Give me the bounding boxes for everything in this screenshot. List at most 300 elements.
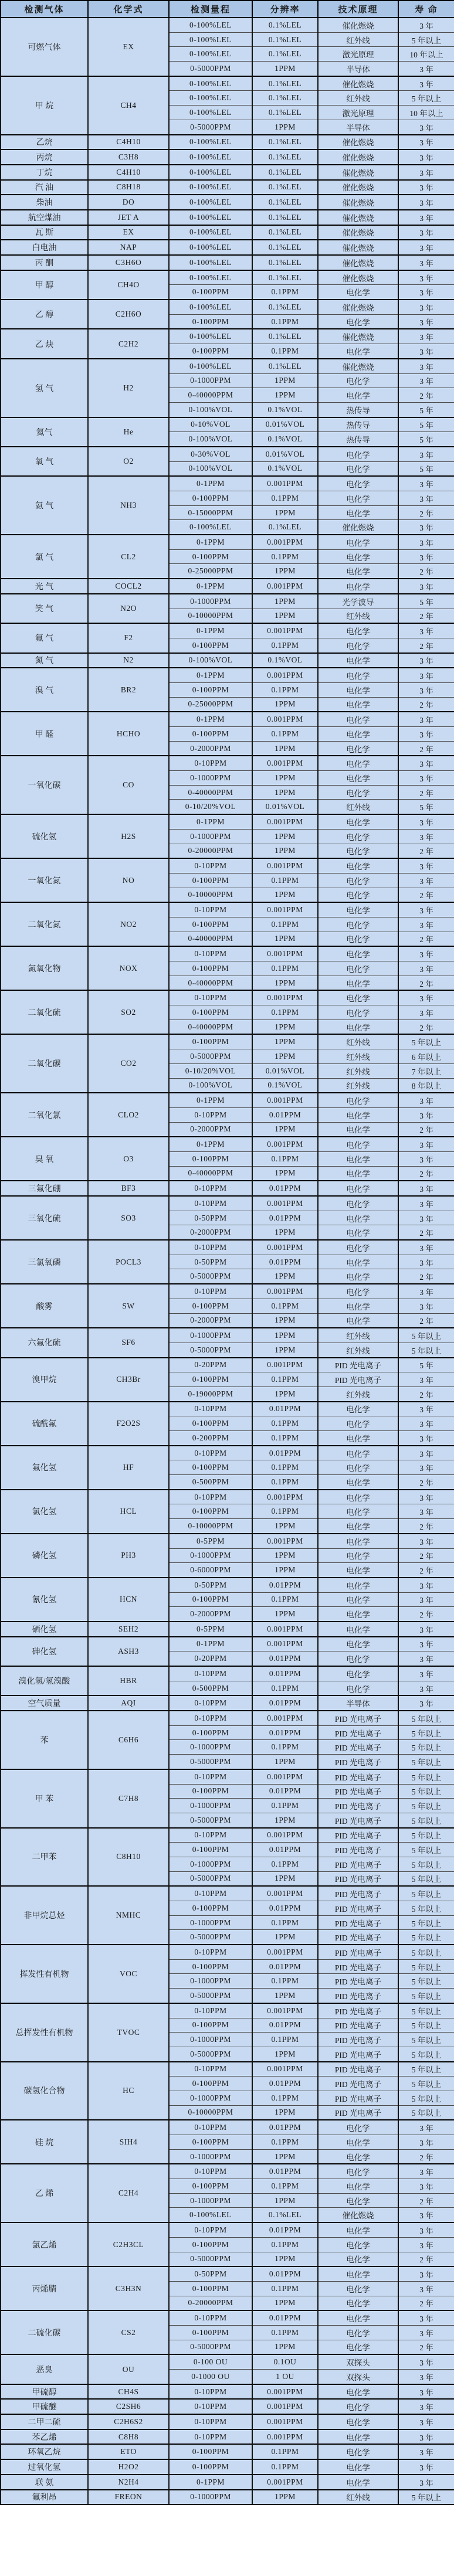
range-cell: 0-5000PPM (169, 2252, 252, 2266)
range-cell: 0-1000PPM (169, 1740, 252, 1755)
table-row (1, 1328, 454, 1343)
formula-cell: EX (88, 225, 169, 240)
technology-cell: 电化学 (318, 344, 398, 359)
formula-cell: EX (88, 18, 169, 76)
range-cell: 0-10PPM (169, 1769, 252, 1784)
gas-name-cell: 二氧化氯 (1, 1093, 88, 1137)
formula-cell: JET A (88, 210, 169, 225)
technology-cell: 红外线 (318, 1049, 398, 1064)
resolution-cell: 0.1PPM (252, 682, 318, 697)
technology-cell: PID 光电离子 (318, 2105, 398, 2120)
range-cell: 0-25000PPM (169, 564, 252, 579)
resolution-cell: 0.01PPM (252, 2077, 318, 2091)
table-row (1, 1240, 454, 1255)
gas-name-cell: 砷化氢 (1, 1637, 88, 1666)
technology-cell: 电化学 (318, 1534, 398, 1548)
technology-cell: 电化学 (318, 2164, 398, 2179)
resolution-cell: 1PPM (252, 1930, 318, 1945)
lifespan-cell: 3 年 (398, 18, 454, 32)
lifespan-cell: 3 年 (398, 727, 454, 742)
formula-cell: CH3Br (88, 1358, 169, 1402)
resolution-cell: 0.001PPM (252, 1945, 318, 1959)
lifespan-cell: 5 年以上 (398, 2003, 454, 2018)
range-cell: 0-10PPM (169, 1886, 252, 1901)
formula-cell: C4H10 (88, 135, 169, 150)
technology-cell: 电化学 (318, 814, 398, 829)
lifespan-cell: 2 年 (398, 1269, 454, 1284)
resolution-cell: 1PPM (252, 1019, 318, 1034)
formula-cell: CS2 (88, 2310, 169, 2354)
formula-cell: C8H18 (88, 180, 169, 195)
lifespan-cell: 2 年 (398, 1122, 454, 1137)
resolution-cell: 0.001PPM (252, 2399, 318, 2414)
technology-cell: 电化学 (318, 2193, 398, 2208)
lifespan-cell: 3 年 (398, 1460, 454, 1475)
technology-cell: 电化学 (318, 447, 398, 461)
lifespan-cell: 3 年 (398, 2179, 454, 2194)
technology-cell: 电化学 (318, 1299, 398, 1313)
gas-name-cell: 酸雾 (1, 1284, 88, 1328)
formula-cell: HBR (88, 1666, 169, 1695)
technology-cell: 电化学 (318, 1548, 398, 1563)
range-cell: 0-1PPM (169, 579, 252, 594)
lifespan-cell: 3 年 (398, 1446, 454, 1460)
lifespan-cell: 3 年 (398, 2475, 454, 2490)
lifespan-cell: 3 年 (398, 1284, 454, 1299)
formula-cell: NOX (88, 946, 169, 990)
formula-cell: HCL (88, 1490, 169, 1534)
table-row (1, 1666, 454, 1681)
gas-name-cell: 氟利昂 (1, 2490, 88, 2505)
technology-cell: 电化学 (318, 2149, 398, 2164)
resolution-cell: 0.001PPM (252, 2003, 318, 2018)
lifespan-cell: 5 年 (398, 800, 454, 814)
resolution-cell: 1PPM (252, 1607, 318, 1622)
technology-cell: PID 光电离子 (318, 1901, 398, 1916)
lifespan-cell: 3 年 (398, 873, 454, 888)
range-cell: 0-20PPM (169, 1651, 252, 1666)
range-cell: 0-5000PPM (169, 1049, 252, 1064)
resolution-cell: 0.01PPM (252, 1666, 318, 1681)
range-cell: 0-100%LEL (169, 91, 252, 106)
formula-cell: FREON (88, 2490, 169, 2505)
lifespan-cell: 2 年 (398, 741, 454, 756)
lifespan-cell: 5 年以上 (398, 1343, 454, 1357)
technology-cell: PID 光电离子 (318, 1915, 398, 1930)
gas-name-cell: 硅 烷 (1, 2120, 88, 2164)
technology-cell: 电化学 (318, 946, 398, 961)
technology-cell: 半导体 (318, 120, 398, 134)
technology-cell: 电化学 (318, 917, 398, 932)
lifespan-cell: 5 年 (398, 432, 454, 447)
resolution-cell: 0.1%LEL (252, 2208, 318, 2222)
table-row (1, 1358, 454, 1372)
lifespan-cell: 3 年 (398, 2135, 454, 2150)
technology-cell: PID 光电离子 (318, 1813, 398, 1827)
range-cell: 0-100%LEL (169, 76, 252, 91)
table-row (1, 2444, 454, 2459)
gas-name-cell: 磷化氢 (1, 1534, 88, 1578)
lifespan-cell: 5 年以上 (398, 1901, 454, 1916)
table-row (1, 1578, 454, 1592)
technology-cell: PID 光电离子 (318, 1725, 398, 1740)
lifespan-cell: 3 年 (398, 771, 454, 786)
lifespan-cell: 3 年 (398, 668, 454, 682)
resolution-cell: 0.1%LEL (252, 32, 318, 47)
lifespan-cell: 3 年 (398, 135, 454, 150)
formula-cell: SW (88, 1284, 169, 1328)
technology-cell: PID 光电离子 (318, 1784, 398, 1799)
range-cell: 0-40000PPM (169, 1166, 252, 1181)
resolution-cell: 0.1PPM (252, 1857, 318, 1871)
formula-cell: C2H4 (88, 2164, 169, 2222)
gas-name-cell: 航空煤油 (1, 210, 88, 225)
technology-cell: 电化学 (318, 1666, 398, 1681)
range-cell: 0-5PPM (169, 1622, 252, 1637)
resolution-cell: 0.1PPM (252, 1799, 318, 1813)
lifespan-cell: 3 年 (398, 579, 454, 594)
lifespan-cell: 3 年 (398, 2354, 454, 2369)
lifespan-cell: 3 年 (398, 1151, 454, 1166)
formula-cell: ETO (88, 2444, 169, 2459)
range-cell: 0-100PPM (169, 2077, 252, 2091)
range-cell: 0-10PPM (169, 2310, 252, 2325)
range-cell: 0-100PPM (169, 873, 252, 888)
table-row (1, 1137, 454, 1151)
lifespan-cell: 3 年 (398, 1666, 454, 1681)
technology-cell: 电化学 (318, 1637, 398, 1651)
range-cell: 0-100PPM (169, 1784, 252, 1799)
technology-cell: 电化学 (318, 1313, 398, 1328)
formula-cell: TVOC (88, 2003, 169, 2062)
table-row (1, 1181, 454, 1196)
lifespan-cell: 2 年 (398, 932, 454, 946)
range-cell: 0-100PPM (169, 2459, 252, 2475)
range-cell: 0-50PPM (169, 2266, 252, 2281)
formula-cell: H2S (88, 814, 169, 858)
range-cell: 0-100 OU (169, 2354, 252, 2369)
lifespan-cell: 3 年 (398, 1137, 454, 1151)
lifespan-cell: 3 年 (398, 2414, 454, 2429)
resolution-cell: 0.1PPM (252, 1504, 318, 1519)
range-cell: 0-500PPM (169, 1475, 252, 1490)
table-row (1, 2475, 454, 2490)
lifespan-cell: 3 年 (398, 344, 454, 359)
formula-cell: C2H2 (88, 329, 169, 358)
table-row (1, 1769, 454, 1784)
technology-cell: 电化学 (318, 668, 398, 682)
gas-name-cell: 六氟化硫 (1, 1328, 88, 1357)
lifespan-cell: 2 年 (398, 2149, 454, 2164)
table-row (1, 2266, 454, 2281)
formula-cell: C2SH6 (88, 2399, 169, 2414)
table-row (1, 18, 454, 32)
technology-cell: 电化学 (318, 888, 398, 902)
resolution-cell: 0.1%LEL (252, 300, 318, 314)
range-cell: 0-20000PPM (169, 844, 252, 858)
technology-cell: PID 光电离子 (318, 1857, 398, 1871)
technology-cell: 催化燃烧 (318, 180, 398, 195)
range-cell: 0-2000PPM (169, 1225, 252, 1240)
formula-cell: COCL2 (88, 579, 169, 594)
resolution-cell: 0.1PPM (252, 1372, 318, 1387)
technology-cell: 电化学 (318, 2384, 398, 2400)
lifespan-cell: 3 年 (398, 2384, 454, 2400)
technology-cell: 催化燃烧 (318, 135, 398, 150)
resolution-cell: 0.1PPM (252, 1460, 318, 1475)
range-cell: 0-10PPM (169, 2164, 252, 2179)
technology-cell: 电化学 (318, 1651, 398, 1666)
range-cell: 0-10PPM (169, 1828, 252, 1843)
formula-cell: He (88, 417, 169, 447)
resolution-cell: 0.001PPM (252, 1711, 318, 1725)
resolution-cell: 0.01PPM (252, 1446, 318, 1460)
technology-cell: PID 光电离子 (318, 2033, 398, 2047)
table-row (1, 2384, 454, 2400)
gas-name-cell: 甲 烷 (1, 76, 88, 135)
resolution-cell: 0.1PPM (252, 549, 318, 564)
gas-name-cell: 硒化氢 (1, 1622, 88, 1637)
resolution-cell: 0.1PPM (252, 2444, 318, 2459)
resolution-cell: 0.01PPM (252, 1695, 318, 1711)
lifespan-cell: 3 年 (398, 2237, 454, 2252)
table-row (1, 1695, 454, 1711)
resolution-cell: 0.1%LEL (252, 47, 318, 62)
range-cell: 0-100%VOL (169, 461, 252, 476)
technology-cell: 电化学 (318, 564, 398, 579)
range-cell: 0-100PPM (169, 314, 252, 329)
range-cell: 0-50PPM (169, 1578, 252, 1592)
lifespan-cell: 2 年 (398, 2252, 454, 2266)
resolution-cell: 0.01%VOL (252, 800, 318, 814)
table-row (1, 653, 454, 668)
technology-cell: 电化学 (318, 2310, 398, 2325)
range-cell: 0-100%LEL (169, 195, 252, 210)
range-cell: 0-100PPM (169, 917, 252, 932)
resolution-cell: 1PPM (252, 2252, 318, 2266)
range-cell: 0-10PPM (169, 2384, 252, 2400)
lifespan-cell: 5 年以上 (398, 1871, 454, 1886)
range-cell: 0-25000PPM (169, 697, 252, 712)
lifespan-cell: 3 年 (398, 2310, 454, 2325)
formula-cell: AQI (88, 1695, 169, 1711)
resolution-cell: 1PPM (252, 1313, 318, 1328)
technology-cell: 电化学 (318, 476, 398, 491)
formula-cell: HCHO (88, 712, 169, 756)
resolution-cell: 0.1%VOL (252, 432, 318, 447)
resolution-cell: 1PPM (252, 2149, 318, 2164)
resolution-cell: 0.01PPM (252, 1725, 318, 1740)
technology-cell: 电化学 (318, 2296, 398, 2310)
range-cell: 0-20000PPM (169, 2296, 252, 2310)
range-cell: 0-100%LEL (169, 165, 252, 180)
table-row (1, 476, 454, 491)
resolution-cell: 0.01PPM (252, 1211, 318, 1225)
gas-name-cell: 碳氢化合物 (1, 2062, 88, 2120)
gas-name-cell: 一氧化氮 (1, 858, 88, 902)
table-row (1, 2399, 454, 2414)
technology-cell: 电化学 (318, 1137, 398, 1151)
range-cell: 0-2000PPM (169, 1607, 252, 1622)
lifespan-cell: 3 年 (398, 623, 454, 638)
table-body (1, 18, 454, 2504)
resolution-cell: 0.01PPM (252, 1181, 318, 1196)
resolution-cell: 0.001PPM (252, 990, 318, 1005)
range-cell: 0-20PPM (169, 1358, 252, 1372)
technology-cell: 电化学 (318, 491, 398, 506)
gas-name-cell: 三氧化硫 (1, 1196, 88, 1240)
resolution-cell: 1PPM (252, 505, 318, 520)
table-row (1, 1945, 454, 1959)
lifespan-cell: 10 年以上 (398, 47, 454, 62)
gas-name-cell: 氨 气 (1, 476, 88, 535)
range-cell: 0-1PPM (169, 1637, 252, 1651)
resolution-cell: 0.1PPM (252, 961, 318, 976)
range-cell: 0-10PPM (169, 2222, 252, 2237)
formula-cell: PH3 (88, 1534, 169, 1578)
range-cell: 0-100%VOL (169, 432, 252, 447)
table-row (1, 2414, 454, 2429)
gas-name-cell: 汽 油 (1, 180, 88, 195)
technology-cell: 电化学 (318, 961, 398, 976)
lifespan-cell: 3 年 (398, 1695, 454, 1711)
technology-cell: PID 光电离子 (318, 1974, 398, 1989)
range-cell: 0-10PPM (169, 2399, 252, 2414)
technology-cell: 热传导 (318, 432, 398, 447)
technology-cell: 红外线 (318, 1386, 398, 1401)
range-cell: 0-40000PPM (169, 388, 252, 403)
resolution-cell: 1PPM (252, 1049, 318, 1064)
range-cell: 0-10PPM (169, 1402, 252, 1416)
resolution-cell: 1PPM (252, 844, 318, 858)
technology-cell: 电化学 (318, 549, 398, 564)
lifespan-cell: 3 年 (398, 535, 454, 549)
table-row (1, 2164, 454, 2179)
range-cell: 0-100%LEL (169, 106, 252, 120)
resolution-cell: 0.01PPM (252, 2222, 318, 2237)
range-cell: 0-1000PPM (169, 2091, 252, 2105)
resolution-cell: 0.1PPM (252, 2091, 318, 2105)
formula-cell: SIH4 (88, 2120, 169, 2164)
table-row (1, 535, 454, 549)
resolution-cell: 0.001PPM (252, 535, 318, 549)
resolution-cell: 0.1%LEL (252, 165, 318, 180)
technology-cell: 电化学 (318, 902, 398, 917)
technology-cell: 激光原理 (318, 47, 398, 62)
table-row (1, 255, 454, 270)
resolution-cell: 0.01PPM (252, 1959, 318, 1974)
resolution-cell: 0.1%LEL (252, 210, 318, 225)
range-cell: 0-100PPM (169, 2179, 252, 2194)
formula-cell: CL2 (88, 535, 169, 579)
lifespan-cell: 2 年 (398, 1166, 454, 1181)
technology-cell: 电化学 (318, 1107, 398, 1122)
lifespan-cell: 3 年 (398, 225, 454, 240)
resolution-cell: 0.1%VOL (252, 402, 318, 417)
technology-cell: 催化燃烧 (318, 270, 398, 285)
resolution-cell: 0.01%VOL (252, 1063, 318, 1078)
technology-cell: 电化学 (318, 1240, 398, 1255)
gas-name-cell: 氮氧化物 (1, 946, 88, 990)
range-cell: 0-1000PPM (169, 1857, 252, 1871)
technology-cell: 电化学 (318, 756, 398, 770)
resolution-cell: 0.1PPM (252, 2135, 318, 2150)
resolution-cell: 1PPM (252, 62, 318, 76)
table-row (1, 1196, 454, 1211)
lifespan-cell: 3 年 (398, 149, 454, 165)
technology-cell: 激光原理 (318, 106, 398, 120)
lifespan-cell: 5 年以上 (398, 1959, 454, 1974)
gas-name-cell: 溴甲烷 (1, 1358, 88, 1402)
range-cell: 0-100%LEL (169, 520, 252, 535)
gas-name-cell: 甲硫醚 (1, 2399, 88, 2414)
technology-cell: 电化学 (318, 2325, 398, 2340)
lifespan-cell: 5 年以上 (398, 1799, 454, 1813)
lifespan-cell: 3 年 (398, 829, 454, 844)
lifespan-cell: 10 年以上 (398, 106, 454, 120)
lifespan-cell: 3 年 (398, 756, 454, 770)
technology-cell: 电化学 (318, 785, 398, 800)
table-row (1, 2222, 454, 2237)
gas-name-cell: 光 气 (1, 579, 88, 594)
gas-name-cell: 甲硫醇 (1, 2384, 88, 2400)
lifespan-cell: 3 年 (398, 2370, 454, 2384)
range-cell: 0-10PPM (169, 756, 252, 770)
formula-cell: SF6 (88, 1328, 169, 1357)
technology-cell: 电化学 (318, 285, 398, 300)
resolution-cell: 0.001PPM (252, 946, 318, 961)
formula-cell: VOC (88, 1945, 169, 2003)
resolution-cell: 1PPM (252, 1519, 318, 1534)
range-cell: 0-100PPM (169, 2018, 252, 2033)
table-row (1, 329, 454, 344)
technology-cell: 电化学 (318, 1681, 398, 1695)
resolution-cell: 0.001PPM (252, 2062, 318, 2077)
technology-cell: PID 光电离子 (318, 2062, 398, 2077)
lifespan-cell: 5 年以上 (398, 2105, 454, 2120)
technology-cell: 催化燃烧 (318, 520, 398, 535)
formula-cell: C6H6 (88, 1711, 169, 1769)
lifespan-cell: 3 年 (398, 2444, 454, 2459)
technology-cell: 半导体 (318, 62, 398, 76)
table-row (1, 1446, 454, 1460)
lifespan-cell: 7 年以上 (398, 1063, 454, 1078)
gas-name-cell: 丁烷 (1, 165, 88, 180)
lifespan-cell: 3 年 (398, 653, 454, 668)
gas-name-cell: 臭 氧 (1, 1137, 88, 1181)
resolution-cell: 1PPM (252, 1034, 318, 1049)
formula-cell: ASH3 (88, 1637, 169, 1666)
lifespan-cell: 2 年 (398, 2340, 454, 2354)
lifespan-cell: 6 年以上 (398, 1049, 454, 1064)
resolution-cell: 0.1PPM (252, 344, 318, 359)
technology-cell: PID 光电离子 (318, 1740, 398, 1755)
range-cell: 0-1000PPM (169, 2149, 252, 2164)
range-cell: 0-100%LEL (169, 225, 252, 240)
resolution-cell: 1PPM (252, 697, 318, 712)
resolution-cell: 0.1OU (252, 2354, 318, 2369)
technology-cell: 电化学 (318, 1504, 398, 1519)
table-row (1, 1637, 454, 1651)
formula-cell: HC (88, 2062, 169, 2120)
range-cell: 0-100PPM (169, 1901, 252, 1916)
technology-cell: PID 光电离子 (318, 1886, 398, 1901)
technology-cell: PID 光电离子 (318, 1358, 398, 1372)
table-row (1, 946, 454, 961)
resolution-cell: 0.1PPM (252, 285, 318, 300)
lifespan-cell: 2 年 (398, 785, 454, 800)
technology-cell: 催化燃烧 (318, 225, 398, 240)
